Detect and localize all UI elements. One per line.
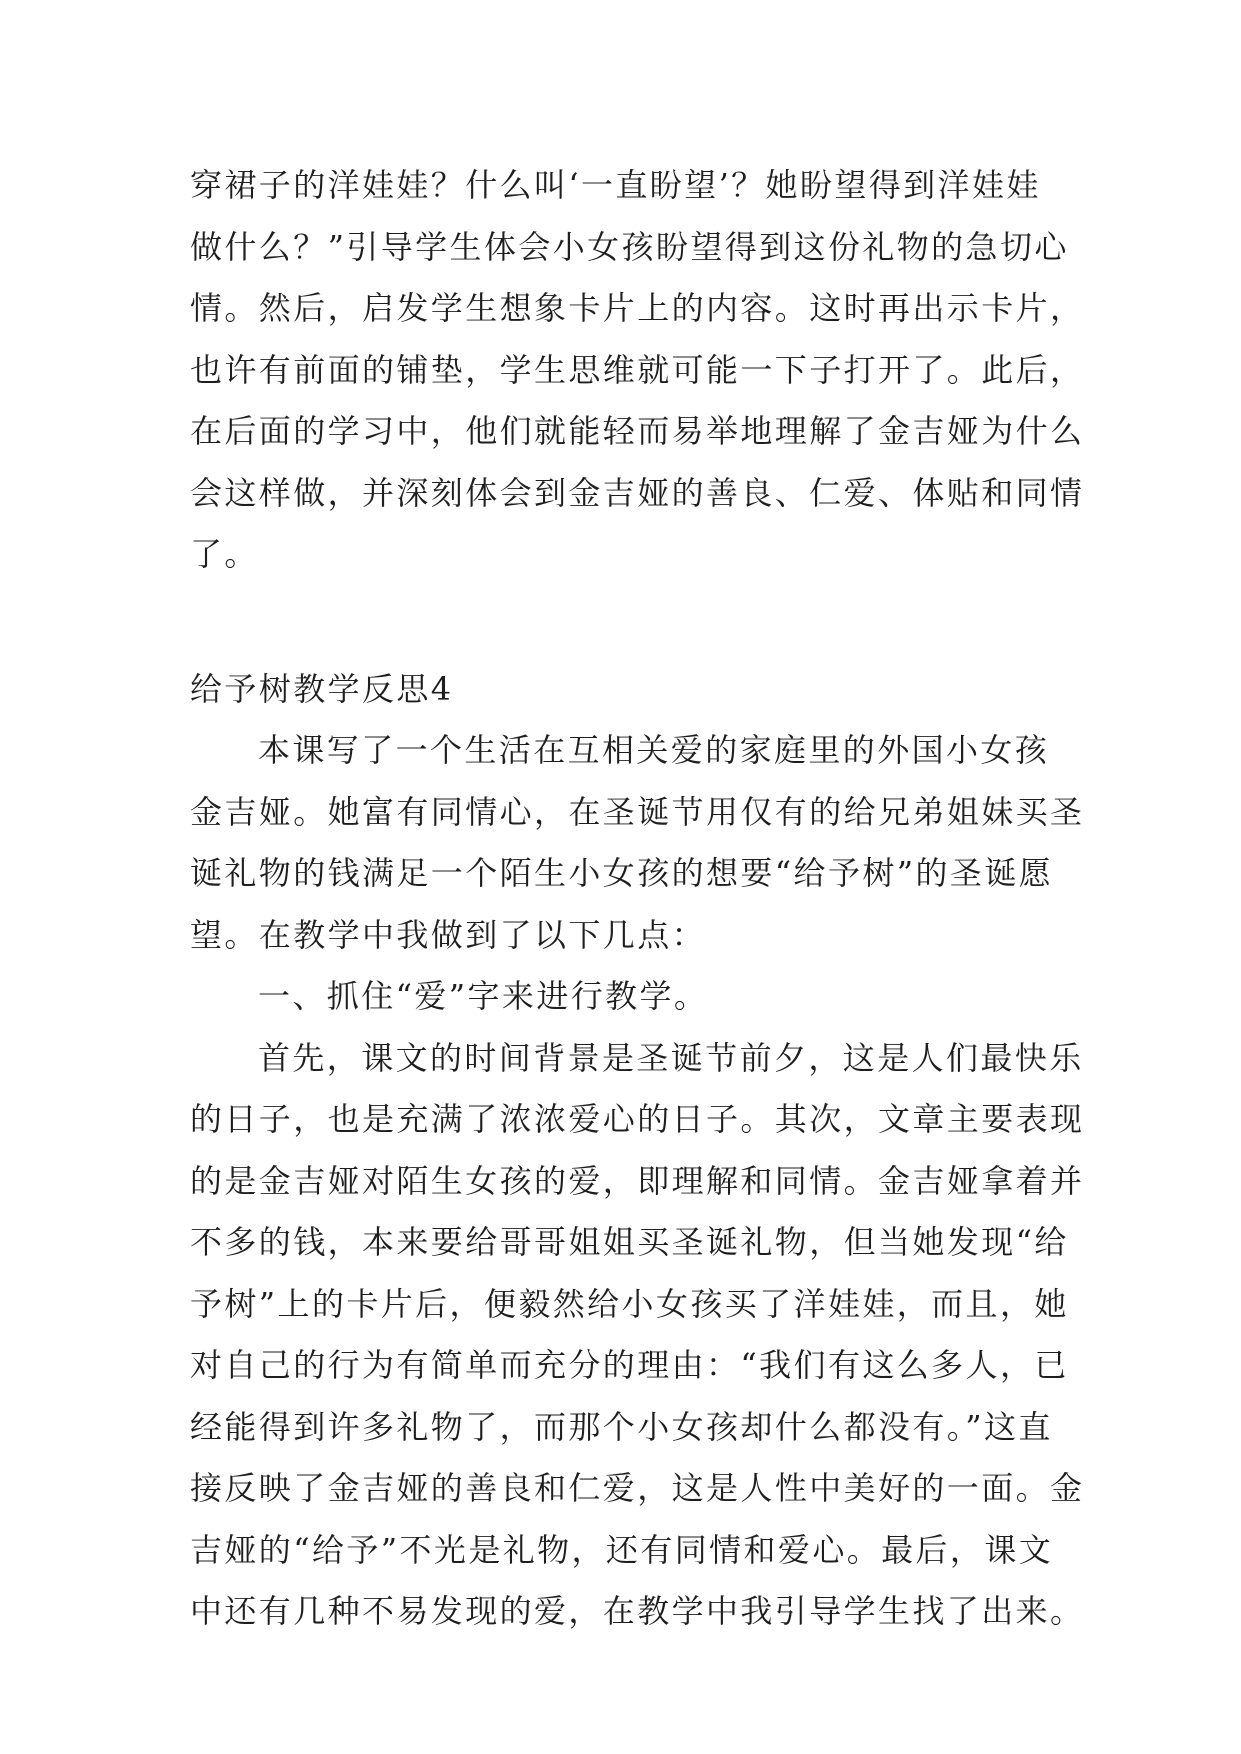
text-line: 接反映了金吉娅的善良和仁爱，这是人性中美好的一面。金: [190, 1469, 1085, 1507]
text-line: 予树”上的卡片后，便毅然给小女孩买了洋娃娃，而且，她: [190, 1284, 1069, 1323]
text-line: 的是金吉娅对陌生女孩的爱，即理解和同情。金吉娅拿着并: [190, 1161, 1085, 1200]
text-line: 金吉娅。她富有同情心，在圣诞节用仅有的给兄弟姐妹买圣: [190, 792, 1085, 831]
text-line: 本课写了一个生活在互相关爱的家庭里的外国小女孩: [258, 731, 1050, 769]
text-line: 会这样做，并深刻体会到金吉娅的善良、仁爱、体贴和同情: [190, 473, 1085, 512]
text-line: 的日子，也是充满了浓浓爱心的日子。其次，文章主要表现: [190, 1100, 1085, 1138]
text-line: 在后面的学习中，他们就能轻而易举地理解了金吉娅为什么: [190, 412, 1085, 450]
continued-paragraph: [190, 155, 1085, 586]
text-line: 了。: [190, 535, 259, 573]
paragraph-point-one: [190, 966, 1070, 1028]
document-body: [190, 155, 1085, 1643]
paragraph-first: [190, 1028, 1085, 1643]
text-line: 望。在教学中我做到了以下几点：: [190, 915, 707, 954]
text-line: 穿裙子的洋娃娃？什么叫‘一直盼望’？她盼望得到洋娃娃: [190, 166, 1041, 204]
text-line: 经能得到许多礼物了，而那个小女孩却什么都没有。”这直: [190, 1407, 1053, 1446]
text-line: 做什么？”引导学生体会小女孩盼望得到这份礼物的急切心: [190, 227, 1069, 266]
text-line: 中还有几种不易发现的爱，在教学中我引导学生找了出来。: [190, 1592, 1085, 1630]
paragraph-intro: [190, 720, 1085, 966]
text-line: 吉娅的“给予”不光是礼物，还有同情和爱心。最后，课文: [190, 1530, 1054, 1569]
section-heading: 给予树教学反思4: [190, 669, 454, 708]
text-line: 对自己的行为有简单而充分的理由：“我们有这么多人，已: [190, 1346, 1069, 1384]
text-line: 不多的钱，本来要给哥哥姐姐买圣诞礼物，但当她发现“给: [190, 1223, 1069, 1261]
text-line: 一、抓住“爱”字来进行教学。: [258, 977, 709, 1015]
text-line: 也许有前面的铺垫，学生思维就可能一下子打开了。此后，: [190, 350, 1085, 389]
text-line: 诞礼物的钱满足一个陌生小女孩的想要“给予树”的圣诞愿: [190, 854, 1054, 892]
section-gap: [190, 586, 1070, 659]
text-line: 首先，课文的时间背景是圣诞节前夕，这是人们最快乐: [258, 1038, 1084, 1077]
text-line: 情。然后，启发学生想象卡片上的内容。这时再出示卡片，: [190, 289, 1085, 327]
